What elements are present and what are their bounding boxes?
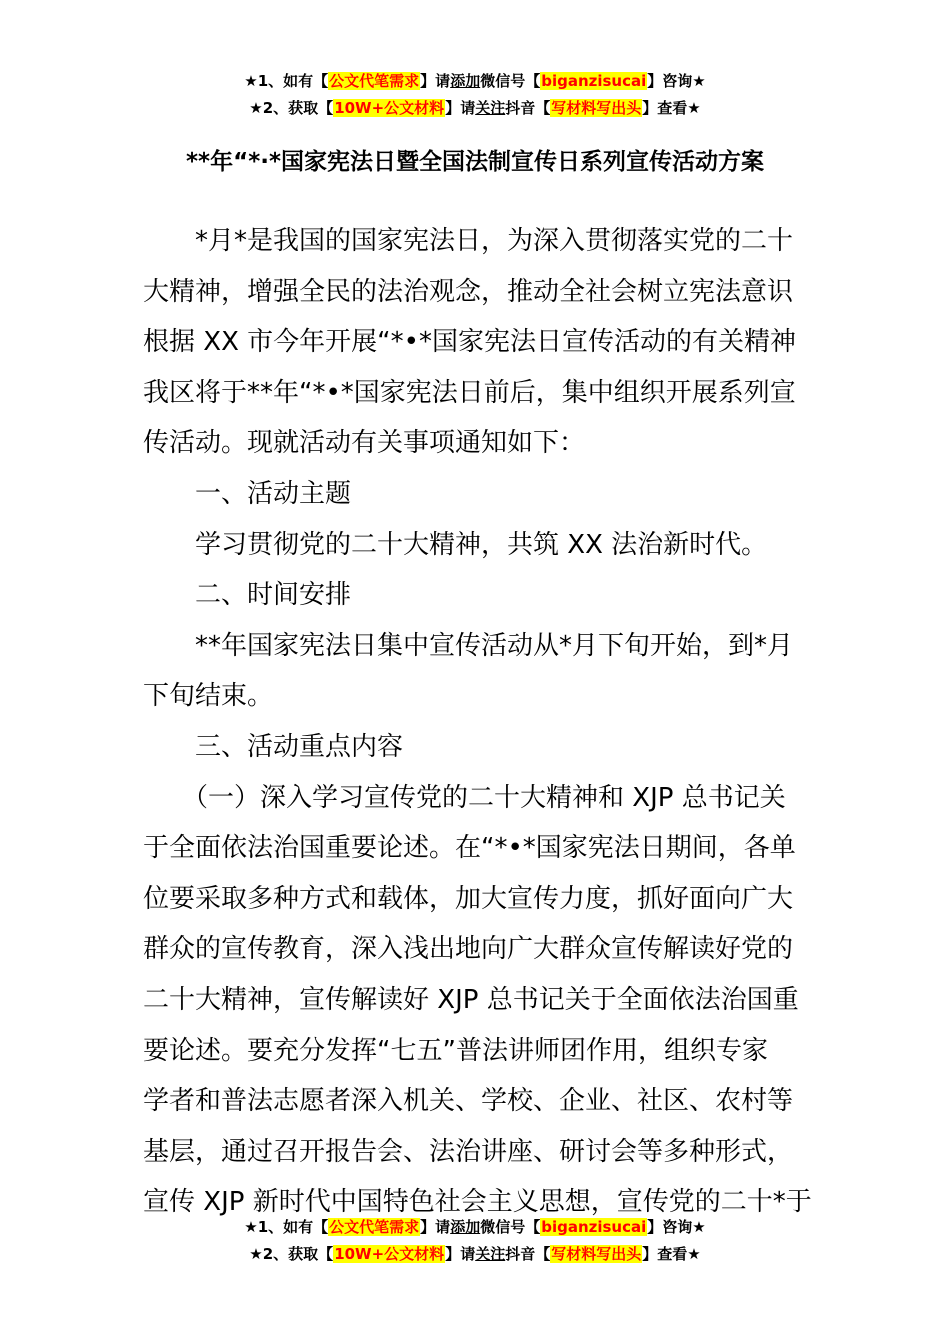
document-body bbox=[143, 216, 811, 1228]
banner-line-1 bbox=[0, 68, 950, 95]
body-line: 二十大精神，宣传解读好 XJP 总书记关于全面依法治国重 bbox=[143, 984, 799, 1015]
underlined-text: 关注 bbox=[475, 99, 506, 117]
body-line: 基层，通过召开报告会、法治讲座、研讨会等多种形式， bbox=[143, 1136, 794, 1167]
body-line: 于全面依法治国重要论述。在“*•*国家宪法日期间，各单 bbox=[143, 833, 796, 864]
banner-text: 抖音【 bbox=[505, 99, 551, 117]
banner-text: ★2、获取【 bbox=[249, 1245, 334, 1263]
body-line: 下旬结束。 bbox=[143, 681, 274, 712]
body-line: 位要采取多种方式和载体，加大宣传力度，抓好面向广大 bbox=[143, 883, 794, 914]
body-line: 我区将于**年“*•*国家宪法日前后，集中组织开展系列宣 bbox=[143, 377, 796, 408]
highlight-douyin-account: 写材料写出头 bbox=[551, 1245, 642, 1263]
section-heading: 二、时间安排 bbox=[143, 580, 352, 611]
highlight-wechat-id: biganzisucai bbox=[541, 1218, 647, 1236]
banner-text: 】咨询★ bbox=[647, 72, 706, 90]
banner-text: 】请 bbox=[445, 1245, 476, 1263]
footer-banner bbox=[0, 1214, 950, 1268]
body-line: *月*是我国的国家宪法日，为深入贯彻落实党的二十 bbox=[143, 226, 794, 256]
highlight-service: 公文代笔需求 bbox=[329, 1218, 420, 1236]
body-line: 传活动。现就活动有关事项通知如下： bbox=[143, 428, 586, 459]
highlight-service: 公文代笔需求 bbox=[329, 72, 420, 90]
banner-text: 】请 bbox=[420, 1218, 451, 1236]
banner-text: 抖音【 bbox=[505, 1245, 551, 1263]
banner-text: 微信号【 bbox=[480, 1218, 541, 1236]
body-line: 要论述。要充分发挥“七五”普法讲师团作用，组织专家 bbox=[143, 1035, 768, 1066]
banner-text: 】请 bbox=[420, 72, 451, 90]
banner-line-2 bbox=[0, 1241, 950, 1268]
body-line: 宣传 XJP 新时代中国特色社会主义思想，宣传党的二十*于 bbox=[143, 1187, 812, 1218]
section-heading: 三、活动重点内容 bbox=[143, 731, 404, 762]
highlight-douyin-account: 写材料写出头 bbox=[551, 99, 642, 117]
underlined-text: 添加 bbox=[450, 1218, 481, 1236]
banner-text: 】请 bbox=[445, 99, 476, 117]
body-line: （一）深入学习宣传党的二十大精神和 XJP 总书记关 bbox=[143, 782, 786, 813]
banner-line-2 bbox=[0, 95, 950, 122]
highlight-materials: 10W+公文材料 bbox=[334, 1245, 445, 1263]
banner-text: 】查看★ bbox=[642, 1245, 701, 1263]
highlight-materials: 10W+公文材料 bbox=[334, 99, 445, 117]
underlined-text: 添加 bbox=[450, 72, 481, 90]
body-line: 群众的宣传教育，深入浅出地向广大群众宣传解读好党的 bbox=[143, 934, 794, 965]
banner-text: 微信号【 bbox=[480, 72, 541, 90]
body-line: **年国家宪法日集中宣传活动从*月下旬开始，到*月 bbox=[143, 630, 794, 661]
highlight-wechat-id: biganzisucai bbox=[541, 72, 647, 90]
banner-text: 】咨询★ bbox=[647, 1218, 706, 1236]
body-line: 学习贯彻党的二十大精神，共筑 XX 法治新时代。 bbox=[143, 529, 768, 560]
banner-text: ★1、如有【 bbox=[244, 1218, 329, 1236]
section-heading: 一、活动主题 bbox=[143, 478, 352, 509]
banner-text: 】查看★ bbox=[642, 99, 701, 117]
banner-text: ★2、获取【 bbox=[249, 99, 334, 117]
underlined-text: 关注 bbox=[475, 1245, 506, 1263]
header-banner bbox=[0, 68, 950, 122]
body-line: 大精神，增强全民的法治观念，推动全社会树立宪法意识 bbox=[143, 276, 794, 307]
body-line: 根据 XX 市今年开展“*•*国家宪法日宣传活动的有关精神 bbox=[143, 327, 796, 358]
banner-line-1 bbox=[0, 1214, 950, 1241]
banner-text: ★1、如有【 bbox=[244, 72, 329, 90]
body-line: 学者和普法志愿者深入机关、学校、企业、社区、农村等 bbox=[143, 1086, 794, 1117]
document-title: **年“*·*国家宪法日暨全国法制宣传日系列宣传活动方案 bbox=[186, 149, 764, 175]
